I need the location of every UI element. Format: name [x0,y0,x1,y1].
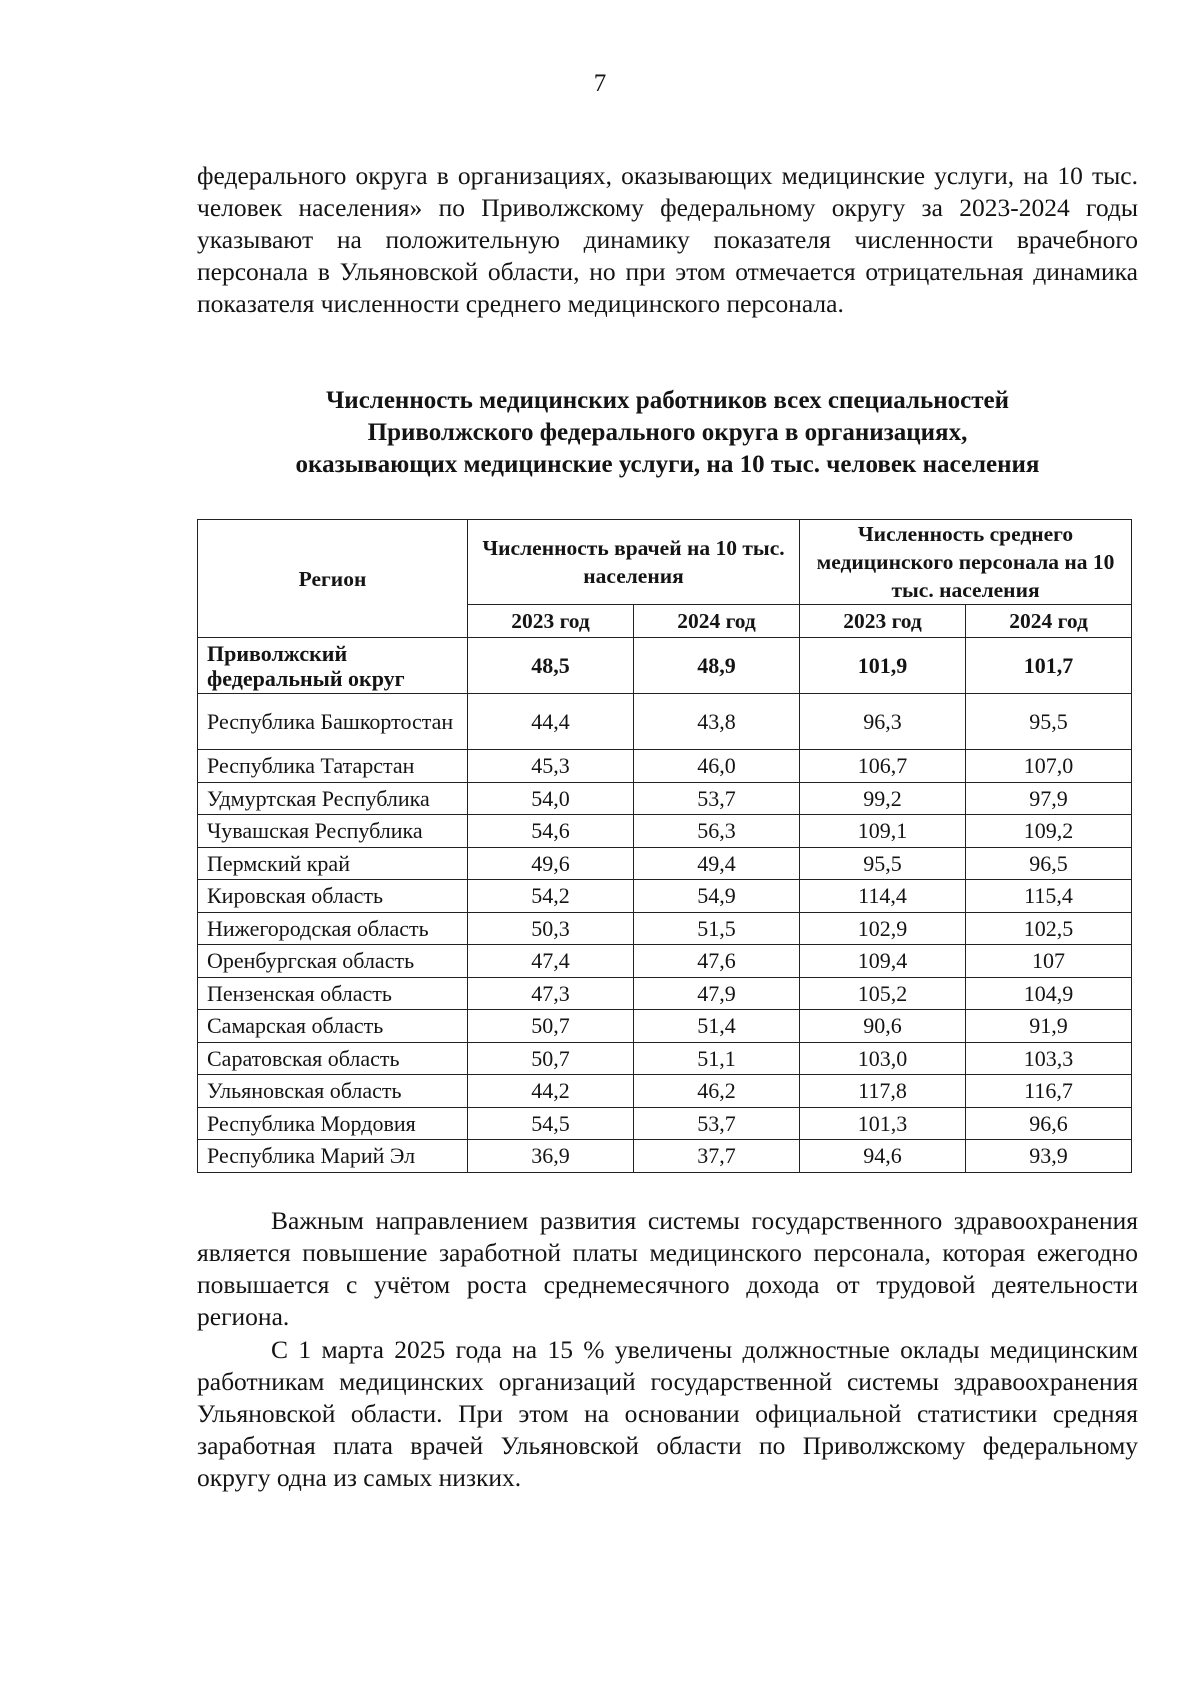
nurses-2023-cell: 117,8 [800,1075,966,1108]
doctors-2023-cell: 47,3 [468,977,634,1010]
doctors-2024-cell: 46,0 [634,750,800,783]
nurses-2024-cell: 107 [966,945,1132,978]
doctors-2024-cell: 37,7 [634,1140,800,1173]
doctors-2024-cell: 43,8 [634,694,800,750]
region-cell: Пермский край [198,847,468,880]
nurses-2023-cell: 106,7 [800,750,966,783]
region-cell: Саратовская область [198,1042,468,1075]
doctors-2023-cell: 36,9 [468,1140,634,1173]
table-row [198,782,1132,815]
nurses-2024-cell: 97,9 [966,782,1132,815]
region-cell: Республика Мордовия [198,1107,468,1140]
table-row [198,945,1132,978]
table-body [198,638,1132,1173]
nurses-2023-cell: 94,6 [800,1140,966,1173]
table-title [197,385,1138,481]
table-row [198,638,1132,694]
table-title-line: Приволжского федерального округа в организациях, [367,419,968,446]
nurses-2024-cell: 107,0 [966,750,1132,783]
doctors-2024-cell: 53,7 [634,782,800,815]
nurses-2024-cell: 109,2 [966,815,1132,848]
nurses-2024-cell: 96,6 [966,1107,1132,1140]
doctors-2024-cell: 51,1 [634,1042,800,1075]
doctors-2024-cell: 48,9 [634,638,800,694]
doctors-2023-cell: 54,2 [468,880,634,913]
nurses-2023-cell: 109,4 [800,945,966,978]
doctors-2023-cell: 54,6 [468,815,634,848]
header-doctors: Численность врачей на 10 тыс. населения [468,520,800,605]
region-cell: Нижегородская область [198,912,468,945]
table-row [198,1107,1132,1140]
nurses-2024-cell: 91,9 [966,1010,1132,1043]
doctors-2023-cell: 47,4 [468,945,634,978]
nurses-2023-cell: 90,6 [800,1010,966,1043]
table-row [198,694,1132,750]
doctors-2023-cell: 44,2 [468,1075,634,1108]
salary-paragraph: Важным направлением развития системы государственного здравоохранения является повышение заработной платы медицинского персонала, которая ежегодно повышается с учётом роста среднемесячного дохода от трудовой деятельности региона. [197,1206,1138,1331]
doctors-2024-cell: 51,4 [634,1010,800,1043]
doctors-2024-cell: 47,6 [634,945,800,978]
nurses-2024-cell: 102,5 [966,912,1132,945]
nurses-2024-cell: 95,5 [966,694,1132,750]
table-title-line: Численность медицинских работников всех специальностей [325,387,1010,414]
nurses-2024-cell: 115,4 [966,880,1132,913]
doctors-2023-cell: 50,3 [468,912,634,945]
medical-staff-table [197,519,1132,1173]
nurses-2024-cell: 96,5 [966,847,1132,880]
nurses-2023-cell: 96,3 [800,694,966,750]
nurses-2023-cell: 99,2 [800,782,966,815]
march-paragraph: С 1 марта 2025 года на 15 % увеличены должностные оклады медицинским работникам медицинских организаций государственной системы здравоохранения Ульяновской области. При этом на основании официальной статистики средняя заработная плата врачей Ульяновской области по Приволжскому федеральному округу одна из самых низких. [197,1335,1138,1492]
page-number: 7 [593,70,607,97]
region-cell: Чувашская Республика [198,815,468,848]
doctors-2023-cell: 50,7 [468,1042,634,1075]
region-cell: Удмуртская Республика [198,782,468,815]
table-row [198,815,1132,848]
header-doctors-2024: 2024 год [634,605,800,638]
table-row [198,1042,1132,1075]
header-nurses: Численность среднего медицинского персонала на 10 тыс. населения [800,520,1132,605]
region-cell: Пензенская область [198,977,468,1010]
nurses-2023-cell: 101,9 [800,638,966,694]
doctors-2024-cell: 46,2 [634,1075,800,1108]
doctors-2024-cell: 56,3 [634,815,800,848]
region-cell: Самарская область [198,1010,468,1043]
doctors-2024-cell: 51,5 [634,912,800,945]
doctors-2024-cell: 53,7 [634,1107,800,1140]
nurses-2023-cell: 109,1 [800,815,966,848]
doctors-2023-cell: 49,6 [468,847,634,880]
nurses-2023-cell: 114,4 [800,880,966,913]
intro-paragraph: федерального округа в организациях, оказывающих медицинские услуги, на 10 тыс. человек населения» по Приволжскому федеральному округу за 2023-2024 годы указывают на положительную динамику показателя численности врачебного персонала в Ульяновской области, но при этом отмечается отрицательная динамика показателя численности среднего медицинского персонала. [197,161,1138,318]
region-cell: Республика Марий Эл [198,1140,468,1173]
header-nurses-2024: 2024 год [966,605,1132,638]
table-row [198,1140,1132,1173]
doctors-2023-cell: 54,0 [468,782,634,815]
table-row [198,1075,1132,1108]
nurses-2023-cell: 101,3 [800,1107,966,1140]
doctors-2023-cell: 50,7 [468,1010,634,1043]
table-row [198,912,1132,945]
region-cell: Республика Башкортостан [198,694,468,750]
region-cell: Приволжский федеральный округ [198,638,468,694]
doctors-2024-cell: 49,4 [634,847,800,880]
header-doctors-2023: 2023 год [468,605,634,638]
table-row [198,977,1132,1010]
nurses-2023-cell: 95,5 [800,847,966,880]
doctors-2023-cell: 48,5 [468,638,634,694]
nurses-2023-cell: 103,0 [800,1042,966,1075]
doctors-2024-cell: 54,9 [634,880,800,913]
table-row [198,1010,1132,1043]
table-row [198,847,1132,880]
nurses-2024-cell: 116,7 [966,1075,1132,1108]
doctors-2024-cell: 47,9 [634,977,800,1010]
region-cell: Кировская область [198,880,468,913]
doctors-2023-cell: 45,3 [468,750,634,783]
nurses-2024-cell: 103,3 [966,1042,1132,1075]
nurses-2024-cell: 93,9 [966,1140,1132,1173]
table-row [198,750,1132,783]
doctors-2023-cell: 54,5 [468,1107,634,1140]
nurses-2023-cell: 102,9 [800,912,966,945]
nurses-2023-cell: 105,2 [800,977,966,1010]
header-nurses-2023: 2023 год [800,605,966,638]
table-row [198,880,1132,913]
region-cell: Оренбургская область [198,945,468,978]
nurses-2024-cell: 101,7 [966,638,1132,694]
table-title-line: оказывающих медицинские услуги, на 10 тыс. человек населения [295,451,1040,478]
nurses-2024-cell: 104,9 [966,977,1132,1010]
region-cell: Ульяновская область [198,1075,468,1108]
header-region: Регион [198,520,468,638]
region-cell: Республика Татарстан [198,750,468,783]
doctors-2023-cell: 44,4 [468,694,634,750]
